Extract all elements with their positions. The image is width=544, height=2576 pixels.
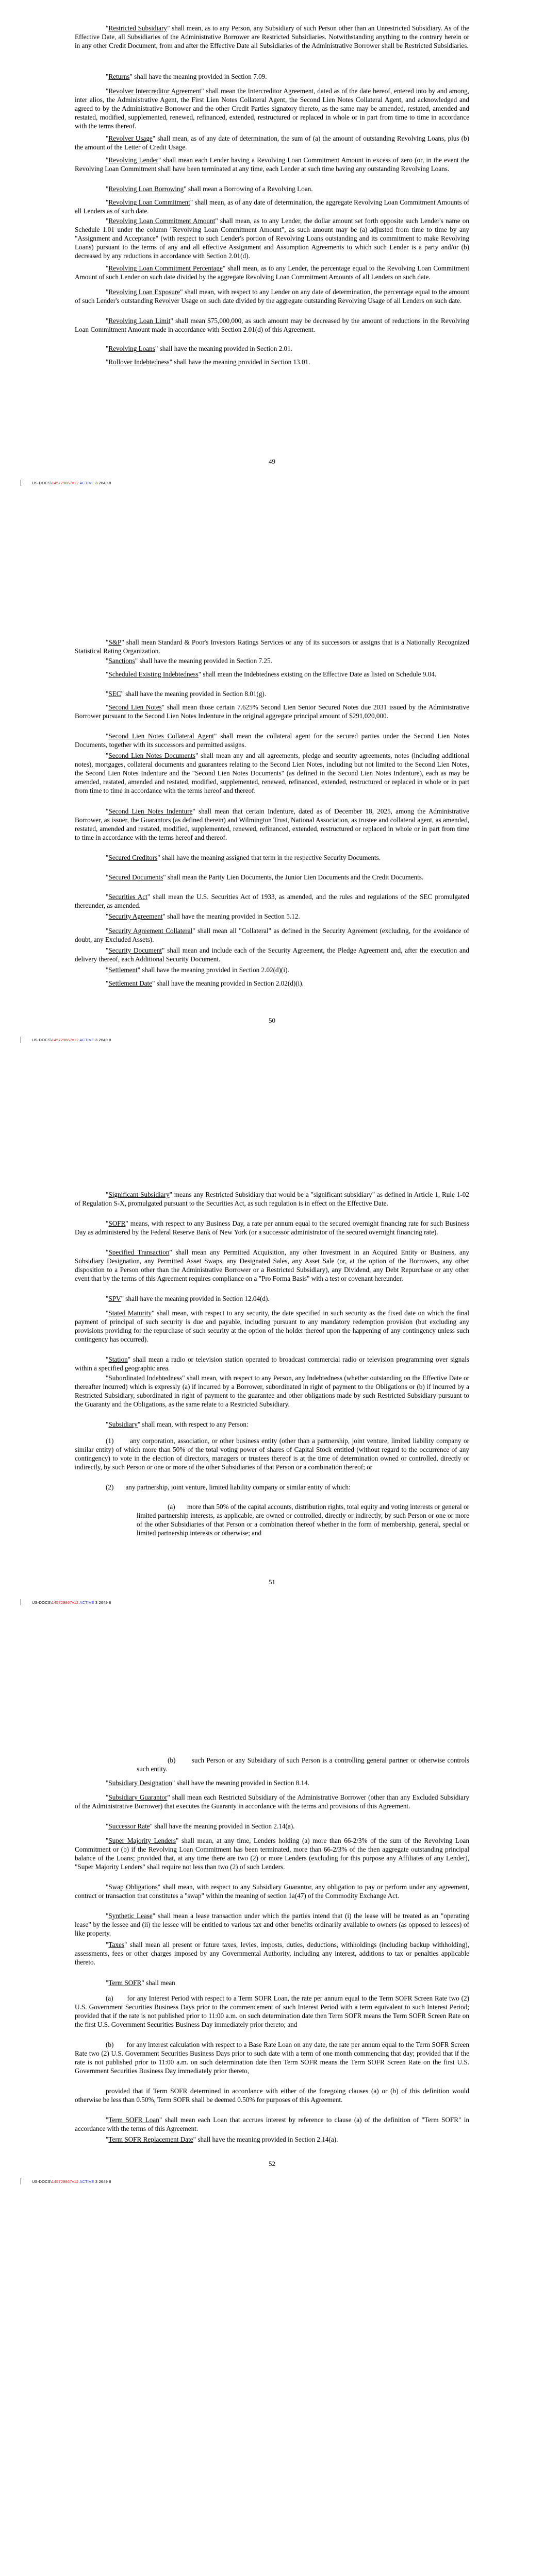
definition: "Sanctions" shall have the meaning provided in Section 7.25. bbox=[106, 657, 272, 665]
term-sofr-proviso: provided that if Term SOFR determined in accordance with either of the foregoing clauses (a) or (b) of this definition would otherwise be less than 0.50%, Term SOFR shall be deemed 0.50% for purposes of this Agreement. bbox=[75, 2087, 469, 2104]
definition: "Synthetic Lease" shall mean a lease transaction under which the parties intend that (i) the lease will be treated as an "operating lease" by the lessee and (ii) the lessee will be entitled to various tax and other benefits ordinarily available to owners (as opposed to lessees) of like property. bbox=[75, 1912, 470, 1937]
definition: "Significant Subsidiary" means any Restricted Subsidiary that would be a "significant subsidiary" as defined in Article 1, Rule 1-02 of Regulation S-X, promulgated pursuant to the Securities Act, as such regulation is in effect on the Effective Date. bbox=[75, 1191, 469, 1207]
definition: "Subordinated Indebtedness" shall mean, with respect to any Person, any Indebtedness (whether outstanding on the Effective Date or thereafter incurred) which is expressly (a) if incurred by a Borrower, subordinated in right of payment to the Obligations or (b) if incurred by a Restricted Subsidiary, subordinated in right of payment to the guarantee and other obligations made by such Restricted Subsidiary pursuant to the Guaranty and the Obligations, as the same relate to a Restricted Subsidiary. bbox=[75, 1374, 470, 1408]
definition: "Specified Transaction" shall mean any Permitted Acquisition, any other Investment in an Acquired Entity or Business, any Subsidiary Designation, any Permitted Asset Swaps, any Designated Sales, any Asset Sale (or, at the option of the Borrowers, any other disposition to a Person other than the Administrative Borrower or a Restricted Subsidiary), any Dividend, any Debt Repurchase or any other event that by the terms of this Agreement requires compliance on a "Pro Forma Basis" with a test or covenant hereunder. bbox=[75, 1248, 469, 1282]
page-number: 52 bbox=[269, 2160, 275, 2167]
definition: "Term SOFR" shall mean bbox=[106, 1979, 175, 1987]
definition: "Revolving Loans" shall have the meaning provided in Section 2.01. bbox=[106, 345, 293, 352]
definition: "Scheduled Existing Indebtedness" shall mean the Indebtedness existing on the Effective Date as listed on Schedule 9.04. bbox=[106, 670, 437, 678]
definition: "Security Agreement Collateral" shall mean all "Collateral" as defined in the Security Agreement (excluding, for the avoidance of doubt, any Excluded Assets). bbox=[75, 927, 469, 943]
definition: "Revolving Loan Commitment Percentage" shall mean, as to any Lender, the percentage equal to the Revolving Loan Commitment Amount of such Lender on such date divided by the aggregate Revolving Loan Commitment Amounts of all Lenders on such date. bbox=[75, 264, 469, 281]
definition: "Settlement" shall have the meaning provided in Section 2.02(d)(i). bbox=[106, 966, 289, 974]
subsidiary-clause-2a: (a) more than 50% of the capital accounts, distribution rights, total equity and voting interests or general or limited partnership interests, as applicable, are owned or controlled, directly or indirectly, by such Person or one or more of the other Subsidiaries of that Person or a combination thereof whether in the form of membership, general, special or limited partnership interests or otherwise; and bbox=[137, 1503, 469, 1537]
doc-id: US-DOCS\145729867v12 ACTIVE 3 2649 8 bbox=[32, 1038, 111, 1042]
definition: "Super Majority Lenders" shall mean, at any time, Lenders holding (a) more than 66-2/3% of the sum of the Revolving Loan Commitment or (b) if the Revolving Loan Commitment has been terminated, more than 66-2/3% of the then aggregate outstanding principal balance of the Loans; provided that, at any time there are two (2) or more Lenders (excluding for this purpose any Affiliates of any Lender), "Super Majority Lenders" shall require not less than two (2) of such Lenders. bbox=[75, 1837, 470, 1871]
doc-id: US-DOCS\145729867v12 ACTIVE 3 2649 8 bbox=[32, 2179, 111, 2184]
page-number: 49 bbox=[269, 457, 275, 465]
definition: "Revolving Lender" shall mean each Lender having a Revolving Loan Commitment Amount in excess of zero (or, in the event the Revolving Loan Commitment shall have been terminated at any time, each Lender at such time having any outstanding Revolving Loans. bbox=[75, 156, 469, 173]
definition: "SOFR" means, with respect to any Business Day, a rate per annum equal to the secured overnight financing rate for such Business Day as administered by the Federal Reserve Bank of New York (or a successor administrator of the secured overnight financing rate). bbox=[75, 1219, 469, 1236]
definition: "Rollover Indebtedness" shall have the meaning provided in Section 13.01. bbox=[106, 358, 310, 366]
definition: "SPV" shall have the meaning provided in Section 12.04(d). bbox=[106, 1295, 270, 1302]
definition: "Successor Rate" shall have the meaning provided in Section 2.14(a). bbox=[106, 1822, 295, 1830]
definition: "Taxes" shall mean all present or future taxes, levies, imposts, duties, deductions, withholdings (including backup withholding), assessments, fees or other charges imposed by any Governmental Authority, including any interest, additions to tax or penalties applicable thereto. bbox=[75, 1941, 469, 1966]
definition: "Settlement Date" shall have the meaning provided in Section 2.02(d)(i). bbox=[106, 979, 304, 987]
definition: "Second Lien Notes" shall mean those certain 7.625% Second Lien Senior Secured Notes due 2031 issued by the Administrative Borrower pursuant to the Second Lien Notes Indenture in the original aggregate principal amount of $291,020,000. bbox=[75, 703, 469, 720]
doc-id: US-DOCS\145729867v12 ACTIVE 3 2649 8 bbox=[32, 481, 111, 485]
definition: "Revolving Loan Limit" shall mean $75,000,000, as such amount may be decreased by the amount of reductions in the Revolving Loan Commitment Amount made in accordance with Section 2.01(d) of this Agreement. bbox=[75, 317, 469, 333]
subsidiary-clause-1: (1) any corporation, association, or other business entity (other than a partnership, joint venture, limited liability company or similar entity) of which more than 50% of the total voting power of shares of Capital Stock entitled (without regard to the occurrence of any contingency) to vote in the election of directors, managers or trustees thereof is at the time of determination owned or controlled, directly or indirectly, by such Person or one or more of the other Subsidiaries of that Person or a combination thereof; or bbox=[75, 1437, 469, 1471]
definition: "Revolving Loan Commitment Amount" shall mean, as to any Lender, the dollar amount set forth opposite such Lender's name on Schedule 1.01 under the column "Revolving Loan Commitment Amount", as such amount may be (a) adjusted from time to time by any "Assignment and Acceptance" (with respect to such Lender's portion of Revolving Loans outstanding and its commitment to make Revolving Loans) pursuant to the terms of any and all effective Assignment and Assumption Agreements to which such Lender is a party and/or (b) decreased by any reductions in accordance with Section 2.01(d). bbox=[75, 217, 469, 260]
term-sofr-clause-b: (b) for any interest calculation with respect to a Base Rate Loan on any date, the rate per annum equal to the Term SOFR Screen Rate two (2) U.S. Government Securities Business Days prior to such date with a term of one month commencing that day; provided that if the rate is not published prior to 11:00 a.m. on such determination date then Term SOFR means the Term SOFR Screen Rate on the first U.S. Government Securities Business Day immediately prior thereto, bbox=[75, 2041, 469, 2075]
definition: "Revolver Intercreditor Agreement" shall mean the Intercreditor Agreement, dated as of the date hereof, entered into by and among, inter alios, the Administrative Agent, the First Lien Notes Collateral Agent, the Second Lien Notes Collateral Agent, and acknowledged and agreed to by the Administrative Borrower and the other Credit Parties signatory thereto, as the same may be amended, restated, amended and restated, modified, supplemented, renewed, refinanced, extended, restructured or replaced in whole or in part from time to time in accordance with the terms thereof. bbox=[75, 87, 469, 130]
term-sofr-clause-a: (a) for any Interest Period with respect to a Term SOFR Loan, the rate per annum equal to the Term SOFR Screen Rate two (2) U.S. Government Securities Business Days prior to the commencement of such Interest Period with a term equivalent to such Interest Period; provided that if the rate is not published prior to 11:00 a.m. on such determination date then Term SOFR means the Term SOFR Screen Rate on the first U.S. Government Securities Business Day immediately prior thereto; and bbox=[75, 1994, 469, 2028]
definition: "Subsidiary Designation" shall have the meaning provided in Section 8.14. bbox=[106, 1779, 309, 1787]
page-number: 50 bbox=[269, 1016, 275, 1024]
page-number: 51 bbox=[269, 1578, 275, 1586]
definition: "Revolving Loan Commitment" shall mean, as of any date of determination, the aggregate Revolving Loan Commitment Amounts of all Lenders as of such date. bbox=[75, 198, 469, 215]
definition: "Term SOFR Loan" shall mean each Loan that accrues interest by reference to clause (a) of the definition of "Term SOFR" in accordance with the terms of this Agreement. bbox=[75, 2116, 469, 2132]
definition: "Swap Obligations" shall mean, with respect to any Subsidiary Guarantor, any obligation to pay or perform under any agreement, contract or transaction that constitutes a "swap" within the meaning of section 1a(47) of the Commodity Exchange Act. bbox=[75, 1883, 469, 1900]
definition: "Stated Maturity" shall mean, with respect to any security, the date specified in such security as the fixed date on which the final payment of principal of such security is due and payable, including pursuant to any mandatory redemption provision (but excluding any provisions providing for the repurchase of such security at the option of the holder thereof upon the happening of any contingency unless such contingency has occurred). bbox=[75, 1309, 469, 1343]
definition: "S&P" shall mean Standard & Poor's Investors Ratings Services or any of its successors or assigns that is a Nationally Recognized Statistical Rating Organization. bbox=[75, 638, 469, 655]
definition: "Security Agreement" shall have the meaning provided in Section 5.12. bbox=[106, 912, 300, 920]
subsidiary-clause-2b: (b) such Person or any Subsidiary of such Person is a controlling general partner or otherwise controls such entity. bbox=[137, 1756, 469, 1773]
definition: "Subsidiary" shall mean, with respect to any Person: bbox=[106, 1420, 249, 1428]
definition: "Securities Act" shall mean the U.S. Securities Act of 1933, as amended, and the rules and regulations of the SEC promulgated thereunder, as amended. bbox=[75, 893, 469, 909]
definition: "Term SOFR Replacement Date" shall have the meaning provided in Section 2.14(a). bbox=[106, 2136, 338, 2143]
definition: "Second Lien Notes Collateral Agent" shall mean the collateral agent for the secured parties under the Second Lien Notes Documents, together with its successors and permitted assigns. bbox=[75, 732, 469, 749]
subsidiary-clause-2: (2) any partnership, joint venture, limited liability company or similar entity of which: bbox=[106, 1483, 351, 1491]
definition: "Revolver Usage" shall mean, as of any date of determination, the sum of (a) the amount of outstanding Revolving Loans, plus (b) the amount of the Letter of Credit Usage. bbox=[75, 134, 469, 151]
definition: "Revolving Loan Exposure" shall mean, with respect to any Lender on any date of determination, the percentage equal to the amount of such Lender's outstanding Revolver Usage on such date divided by the aggregate outstanding Revolving Usage of all Lenders on such date. bbox=[75, 288, 469, 304]
definition: "Subsidiary Guarantor" shall mean each Restricted Subsidiary of the Administrative Borrower (other than any Excluded Subsidiary of the Administrative Borrower) that executes the Guaranty in accordance with the terms and provisions of this Agreement. bbox=[75, 1793, 469, 1810]
definition: "Returns" shall have the meaning provided in Section 7.09. bbox=[106, 73, 267, 80]
definition: "SEC" shall have the meaning provided in Section 8.01(g). bbox=[106, 690, 267, 698]
definition: "Second Lien Notes Indenture" shall mean that certain Indenture, dated as of December 18, 2025, among the Administrative Borrower, as issuer, the Guarantors (as defined therein) and Wilmington Trust, National Association, as trustee and collateral agent, as amended, restated, amended and restated, modified, supplemented, renewed, refinanced, extended, restructured or replaced in whole or in part from time to time in accordance with the terms hereof and thereof. bbox=[75, 807, 469, 841]
doc-id: US-DOCS\145729867v12 ACTIVE 3 2649 8 bbox=[32, 1600, 111, 1605]
definition: "Secured Documents" shall mean the Parity Lien Documents, the Junior Lien Documents and the Credit Documents. bbox=[106, 873, 424, 881]
definition: "Secured Creditors" shall have the meaning assigned that term in the respective Security Documents. bbox=[106, 854, 381, 861]
definition: "Revolving Loan Borrowing" shall mean a Borrowing of a Revolving Loan. bbox=[106, 185, 313, 193]
definition: "Second Lien Notes Documents" shall mean any and all agreements, pledge and security agreements, notes (including additional notes), mortgages, collateral documents and guarantees relating to the Second Lien Notes, including but not limited to the Second Lien Notes, the Second Lien Notes Indenture and the "Second Lien Notes Documents" (as defined in the Second Lien Notes Indenture), each as may be amended, restated, amended and restated, modified, supplemented, renewed, refinanced, extended, restructured or replaced in whole or in part from time to time in accordance with the terms hereof and thereof. bbox=[75, 752, 469, 794]
definition: "Station" shall mean a radio or television station operated to broadcast commercial radio or television programming over signals within a specified geographic area. bbox=[75, 1355, 469, 1372]
definition: "Restricted Subsidiary" shall mean, as to any Person, any Subsidiary of such Person other than an Unrestricted Subsidiary. As of the Effective Date, all Subsidiaries of the Administrative Borrower are Restricted Subsidiaries. Notwithstanding anything to the contrary herein or in any other Credit Document, from and after the Effective Date all Subsidiaries of the Administrative Borrower shall be Restricted Subsidiaries. bbox=[75, 24, 469, 49]
definition: "Security Document" shall mean and include each of the Security Agreement, the Pledge Agreement and, after the execution and delivery thereof, each Additional Security Document. bbox=[75, 946, 469, 963]
